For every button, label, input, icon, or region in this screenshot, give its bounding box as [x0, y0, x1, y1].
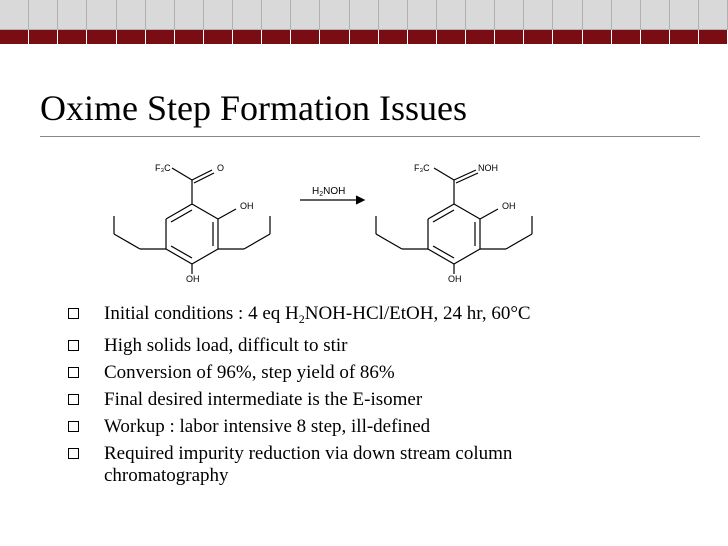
list-item: Final desired intermediate is the E-isomer	[66, 389, 626, 411]
slide-title: Oxime Step Formation Issues	[40, 88, 467, 128]
list-item: Conversion of 96%, step yield of 86%	[66, 362, 626, 384]
checkbox-bullet-icon	[68, 367, 79, 378]
checkbox-bullet-icon	[68, 394, 79, 405]
product-cf3-label: F₃C	[414, 163, 430, 173]
reactant-ring	[166, 204, 218, 264]
reagent-label: $H_2NOH$	[312, 186, 346, 198]
reactant-oh-lower-label: OH	[186, 274, 200, 284]
list-item: Required impurity reduction via down stream column chromatography	[66, 443, 626, 487]
list-item: Initial conditions : 4 eq $H_2NOH-HCl$/EtOH, 24 hr, 60°C	[66, 303, 626, 330]
reaction-scheme	[100, 150, 580, 290]
title-divider	[40, 136, 700, 137]
list-item: High solids load, difficult to stir	[66, 335, 626, 357]
checkbox-bullet-icon	[68, 340, 79, 351]
header-band	[0, 0, 728, 46]
checkbox-bullet-icon	[68, 421, 79, 432]
header-band-gray	[0, 0, 728, 30]
checkbox-bullet-icon	[68, 308, 79, 319]
product-oh-upper-label: OH	[502, 201, 516, 211]
reactant-cf3-label: F₃C	[155, 163, 171, 173]
checkbox-bullet-icon	[68, 448, 79, 459]
bullet-list	[66, 303, 626, 492]
product-oxime-label: NOH	[478, 163, 498, 173]
header-band-maroon	[0, 30, 728, 44]
list-item: Workup : labor intensive 8 step, ill-defined	[66, 416, 626, 438]
reactant-carbonyl-label: O	[217, 163, 225, 173]
reactant-oh-upper-label: OH	[240, 201, 254, 211]
product-ring	[428, 204, 480, 264]
product-oh-lower-label: OH	[448, 274, 462, 284]
